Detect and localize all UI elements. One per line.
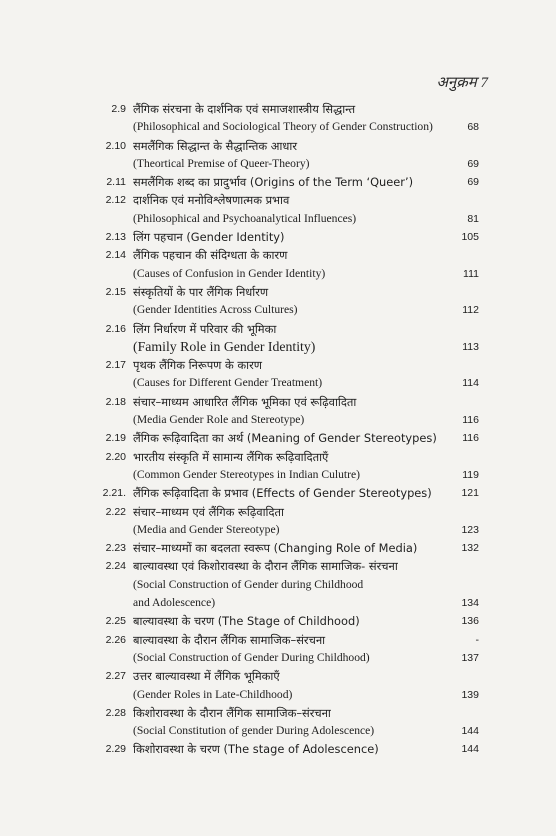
section-title: उत्तर बाल्यावस्था में लैंगिक भूमिकाएँ	[133, 669, 280, 684]
section-number: 2.22	[105, 505, 126, 518]
toc-line	[0, 301, 556, 319]
toc-line	[0, 393, 556, 411]
section-number: 2.23	[105, 542, 126, 555]
section-number: 2.15	[105, 285, 126, 298]
section-title: भारतीय संस्कृति में सामान्य लैंगिक रूढ़िवादिताएँ	[133, 449, 329, 464]
toc-entry	[0, 667, 556, 704]
section-title: किशोरावस्था के दौरान लैंगिक सामाजिक–संरचना	[133, 705, 331, 720]
toc-line	[0, 448, 556, 466]
section-title: (Theortical Premise of Queer-Theory)	[133, 156, 310, 170]
page-number: 144	[461, 725, 479, 738]
toc-line	[0, 173, 556, 191]
section-title: (Media and Gender Stereotype)	[133, 522, 280, 536]
page-number: 111	[463, 267, 479, 280]
section-number: 2.17	[105, 359, 126, 372]
toc-line	[0, 356, 556, 374]
toc-line	[0, 155, 556, 173]
section-title: लिंग निर्धारण में परिवार की भूमिका	[133, 321, 277, 336]
toc-entry	[0, 484, 556, 502]
toc-line	[0, 246, 556, 264]
toc-entry	[0, 320, 556, 357]
toc-line	[0, 631, 556, 649]
toc-line	[0, 429, 556, 447]
section-title: (Philosophical and Sociological Theory of Gender Construction)	[133, 120, 433, 134]
toc-line	[0, 612, 556, 630]
toc-line	[0, 539, 556, 557]
toc-entry	[0, 448, 556, 485]
section-title: (Philosophical and Psychoanalytical Influences)	[133, 211, 357, 225]
section-number: 2.19	[105, 432, 126, 445]
page-number: 123	[461, 523, 479, 536]
page-number: 68	[467, 121, 479, 134]
toc-entry	[0, 612, 556, 630]
toc-line	[0, 484, 556, 502]
section-number: 2.16	[105, 322, 126, 335]
toc-line	[0, 557, 556, 575]
section-title: (Social Construction of Gender During Childhood)	[133, 650, 370, 664]
page-number: -	[475, 633, 479, 646]
section-title: (Media Gender Role and Stereotype)	[133, 413, 305, 427]
section-title: लैंगिक संरचना के दार्शनिक एवं समाजशास्त्रीय सिद्धान्त	[133, 102, 356, 116]
toc-entry	[0, 503, 556, 540]
toc-entry	[0, 228, 556, 246]
toc-line	[0, 667, 556, 685]
toc-line	[0, 576, 556, 594]
toc-line	[0, 137, 556, 155]
section-number: 2.29	[105, 743, 126, 756]
section-number: 2.25	[105, 615, 126, 628]
section-title: संचार–माध्यमों का बदलता स्वरूप (Changing Role of Media)	[133, 541, 418, 556]
section-title: (Common Gender Stereotypes in Indian Culutre)	[133, 467, 360, 481]
page-number: 121	[461, 487, 479, 500]
page-number: 139	[461, 688, 479, 701]
toc-line	[0, 228, 556, 246]
section-number: 2.27	[105, 670, 126, 683]
section-title: पृथक लैंगिक निरूपण के कारण	[133, 358, 262, 373]
toc-entry	[0, 283, 556, 320]
section-number: 2.9	[111, 103, 126, 115]
page-number: 69	[467, 176, 479, 189]
toc-line	[0, 191, 556, 209]
toc-line	[0, 521, 556, 539]
section-title: (Social Construction of Gender during Childhood	[133, 577, 364, 591]
toc-line	[0, 320, 556, 338]
page-number: 116	[462, 432, 479, 445]
toc-line	[0, 210, 556, 228]
toc-line	[0, 594, 556, 612]
section-title: (Family Role in Gender Identity)	[133, 338, 316, 354]
section-number: 2.12	[105, 194, 126, 207]
page-number: 113	[462, 340, 479, 353]
toc-entry	[0, 137, 556, 174]
section-title: लैंगिक पहचान की संदिग्धता के कारण	[133, 248, 288, 263]
toc-line	[0, 649, 556, 667]
section-title: समलैंगिक सिद्धान्त के सैद्धान्तिक आधार	[133, 138, 297, 153]
page-number: 116	[462, 414, 479, 427]
toc-entry	[0, 557, 556, 612]
page-number: 69	[467, 157, 479, 170]
section-title: लिंग पहचान (Gender Identity)	[133, 230, 285, 245]
toc-line	[0, 466, 556, 484]
section-title: समलैंगिक शब्द का प्रादुर्भाव (Origins of the Term ‘Queer’)	[133, 175, 414, 190]
section-number: 2.26	[105, 633, 126, 646]
section-number: 2.18	[105, 395, 126, 408]
section-number: 2.13	[105, 231, 126, 244]
toc-line	[0, 338, 556, 356]
section-number: 2.11	[106, 176, 126, 189]
toc-line	[0, 374, 556, 392]
toc-entry	[0, 539, 556, 557]
page-number: 114	[462, 377, 479, 390]
toc-line	[0, 411, 556, 429]
toc-line	[0, 740, 556, 758]
section-title: लैंगिक रूढ़िवादिता के प्रभाव (Effects of Gender Stereotypes)	[133, 486, 432, 501]
toc-entry	[0, 356, 556, 393]
section-title: दार्शनिक एवं मनोविश्लेषणात्मक प्रभाव	[133, 193, 290, 208]
page-number: 105	[461, 231, 479, 244]
section-title: लैंगिक रूढ़िवादिता का अर्थ (Meaning of Gender Stereotypes)	[133, 431, 437, 446]
toc-entry	[0, 631, 556, 668]
toc-entry	[0, 246, 556, 283]
section-title: बाल्यावस्था के दौरान लैंगिक सामाजिक–संरचना	[133, 632, 326, 647]
section-title: (Gender Roles in Late-Childhood)	[133, 687, 293, 701]
toc-entry	[0, 173, 556, 191]
toc-entry	[0, 191, 556, 228]
toc-entry	[0, 704, 556, 741]
toc-entry	[0, 740, 556, 758]
section-number: 2.10	[105, 139, 126, 152]
toc-entry	[0, 429, 556, 447]
page-header: अनुक्रम 7	[436, 75, 488, 91]
toc-line	[0, 118, 556, 136]
section-title: बाल्यावस्था एवं किशोरावस्था के दौरान लैंगिक सामाजिक- संरचना	[133, 559, 398, 574]
section-number: 2.28	[105, 706, 126, 719]
toc-entry	[0, 100, 556, 137]
page-number: 81	[467, 212, 479, 225]
toc-line	[0, 265, 556, 283]
toc-entry	[0, 393, 556, 430]
section-title: संचार–माध्यम आधारित लैंगिक भूमिका एवं रूढ़िवादिता	[133, 394, 357, 409]
toc-line	[0, 283, 556, 301]
section-title: संचार–माध्यम एवं लैंगिक रूढ़िवादिता	[133, 504, 284, 519]
page-number: 136	[461, 615, 479, 628]
section-title: संस्कृतियों के पार लैंगिक निर्धारण	[133, 284, 269, 299]
toc-line	[0, 686, 556, 704]
section-title: बाल्यावस्था के चरण (The Stage of Childhood)	[133, 614, 360, 629]
section-title: (Gender Identities Across Cultures)	[133, 303, 298, 317]
section-number: 2.20	[105, 450, 126, 463]
section-title: (Causes of Confusion in Gender Identity)	[133, 266, 326, 280]
table-of-contents	[0, 100, 556, 759]
toc-line	[0, 100, 556, 118]
page-number: 112	[462, 304, 479, 317]
section-number: 2.14	[105, 249, 126, 262]
section-number: 2.21.	[102, 487, 126, 500]
page-number: 144	[461, 743, 479, 756]
page-number: 132	[461, 542, 479, 555]
section-title: किशोरावस्था के चरण (The stage of Adolescence)	[133, 742, 379, 757]
page-number: 134	[461, 597, 479, 610]
toc-line	[0, 704, 556, 722]
toc-line	[0, 722, 556, 740]
section-title: and Adolescence)	[133, 596, 216, 610]
page-number: 119	[462, 468, 479, 481]
section-title: (Causes for Different Gender Treatment)	[133, 376, 323, 390]
toc-line	[0, 503, 556, 521]
page-number: 137	[461, 651, 479, 664]
section-title: (Social Constitution of gender During Adolescence)	[133, 724, 375, 738]
section-number: 2.24	[105, 560, 126, 573]
